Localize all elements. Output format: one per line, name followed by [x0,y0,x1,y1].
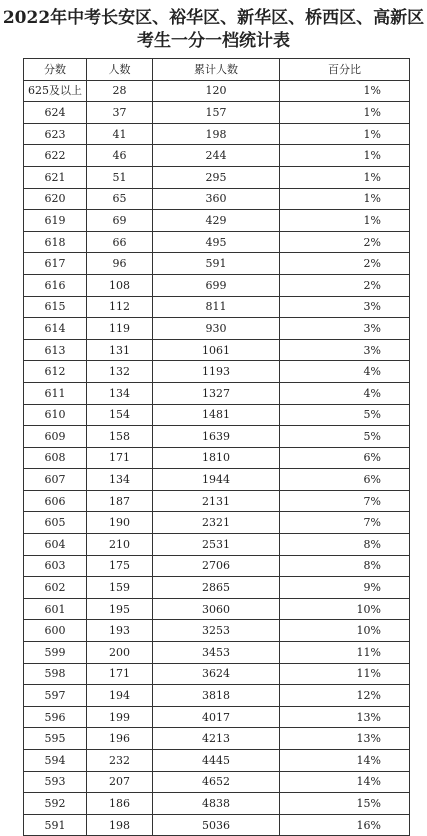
cell-cumulative: 591 [153,253,280,275]
cell-percent: 13% [280,706,410,728]
table-row [24,339,410,361]
column-header-count: 人数 [87,59,153,81]
table-row [24,102,410,124]
cell-percent: 1% [280,123,410,145]
cell-count: 158 [87,426,153,448]
cell-percent: 10% [280,620,410,642]
cell-score: 604 [24,534,87,556]
cell-score: 617 [24,253,87,275]
table-row [24,490,410,512]
cell-percent: 7% [280,512,410,534]
cell-score: 618 [24,231,87,253]
table-row [24,80,410,102]
table-row [24,447,410,469]
table-row [24,296,410,318]
cell-cumulative: 3060 [153,598,280,620]
cell-cumulative: 198 [153,123,280,145]
cell-count: 65 [87,188,153,210]
cell-score: 620 [24,188,87,210]
table-row [24,577,410,599]
cell-score: 611 [24,382,87,404]
table-row [24,620,410,642]
table-row [24,663,410,685]
column-header-percent: 百分比 [280,59,410,81]
table-row [24,274,410,296]
cell-percent: 7% [280,490,410,512]
cell-percent: 3% [280,296,410,318]
table-row [24,253,410,275]
cell-count: 37 [87,102,153,124]
cell-percent: 4% [280,382,410,404]
table-row [24,555,410,577]
cell-cumulative: 3453 [153,642,280,664]
table-body [24,80,410,836]
cell-score: 595 [24,728,87,750]
score-table [23,58,410,836]
cell-cumulative: 244 [153,145,280,167]
cell-percent: 13% [280,728,410,750]
cell-score: 615 [24,296,87,318]
cell-cumulative: 5036 [153,814,280,836]
cell-count: 232 [87,750,153,772]
cell-cumulative: 1944 [153,469,280,491]
table-row [24,404,410,426]
cell-score: 605 [24,512,87,534]
cell-cumulative: 495 [153,231,280,253]
cell-score: 609 [24,426,87,448]
cell-score: 624 [24,102,87,124]
table-row [24,166,410,188]
cell-score: 602 [24,577,87,599]
cell-percent: 6% [280,469,410,491]
cell-count: 196 [87,728,153,750]
table-row [24,382,410,404]
cell-count: 134 [87,469,153,491]
cell-count: 193 [87,620,153,642]
table-row [24,750,410,772]
cell-percent: 1% [280,80,410,102]
cell-percent: 1% [280,145,410,167]
cell-score: 593 [24,771,87,793]
cell-score: 592 [24,793,87,815]
cell-score: 623 [24,123,87,145]
cell-score: 603 [24,555,87,577]
cell-cumulative: 2531 [153,534,280,556]
cell-count: 200 [87,642,153,664]
cell-percent: 2% [280,274,410,296]
cell-count: 96 [87,253,153,275]
table-row [24,512,410,534]
cell-cumulative: 3253 [153,620,280,642]
cell-cumulative: 1193 [153,361,280,383]
header-row [24,59,410,81]
cell-percent: 10% [280,598,410,620]
cell-count: 187 [87,490,153,512]
cell-count: 132 [87,361,153,383]
cell-score: 608 [24,447,87,469]
cell-score: 601 [24,598,87,620]
cell-count: 195 [87,598,153,620]
table-row [24,706,410,728]
cell-cumulative: 120 [153,80,280,102]
cell-score: 616 [24,274,87,296]
table-row [24,814,410,836]
cell-count: 108 [87,274,153,296]
cell-score: 607 [24,469,87,491]
cell-score: 606 [24,490,87,512]
cell-score: 625及以上 [24,80,87,102]
column-header-cumulative: 累计人数 [153,59,280,81]
cell-percent: 1% [280,166,410,188]
cell-percent: 8% [280,555,410,577]
table-row [24,469,410,491]
cell-percent: 12% [280,685,410,707]
cell-cumulative: 2131 [153,490,280,512]
cell-score: 612 [24,361,87,383]
cell-cumulative: 4838 [153,793,280,815]
cell-percent: 2% [280,231,410,253]
cell-cumulative: 3624 [153,663,280,685]
cell-cumulative: 2706 [153,555,280,577]
cell-cumulative: 2321 [153,512,280,534]
table-row [24,685,410,707]
table-row [24,426,410,448]
cell-percent: 14% [280,750,410,772]
cell-score: 598 [24,663,87,685]
table-row [24,728,410,750]
cell-percent: 8% [280,534,410,556]
cell-cumulative: 1810 [153,447,280,469]
cell-percent: 14% [280,771,410,793]
cell-percent: 9% [280,577,410,599]
cell-cumulative: 157 [153,102,280,124]
cell-count: 112 [87,296,153,318]
cell-count: 210 [87,534,153,556]
cell-cumulative: 1481 [153,404,280,426]
table-row [24,231,410,253]
cell-count: 119 [87,318,153,340]
cell-count: 69 [87,210,153,232]
cell-cumulative: 295 [153,166,280,188]
cell-count: 171 [87,663,153,685]
cell-count: 28 [87,80,153,102]
cell-count: 131 [87,339,153,361]
cell-cumulative: 1327 [153,382,280,404]
cell-cumulative: 3818 [153,685,280,707]
table-row [24,598,410,620]
table-row [24,642,410,664]
cell-cumulative: 360 [153,188,280,210]
cell-cumulative: 930 [153,318,280,340]
table-row [24,534,410,556]
cell-score: 621 [24,166,87,188]
table-row [24,145,410,167]
cell-count: 51 [87,166,153,188]
page-subtitle: 考生一分一档统计表 [137,31,290,51]
table-row [24,123,410,145]
cell-score: 596 [24,706,87,728]
cell-percent: 5% [280,426,410,448]
cell-percent: 16% [280,814,410,836]
cell-percent: 3% [280,318,410,340]
cell-score: 613 [24,339,87,361]
table-row [24,210,410,232]
cell-percent: 2% [280,253,410,275]
cell-count: 194 [87,685,153,707]
cell-cumulative: 699 [153,274,280,296]
cell-percent: 4% [280,361,410,383]
cell-cumulative: 4445 [153,750,280,772]
cell-cumulative: 4017 [153,706,280,728]
cell-count: 46 [87,145,153,167]
cell-score: 597 [24,685,87,707]
cell-count: 159 [87,577,153,599]
cell-score: 600 [24,620,87,642]
cell-percent: 1% [280,210,410,232]
cell-score: 594 [24,750,87,772]
cell-count: 198 [87,814,153,836]
cell-count: 41 [87,123,153,145]
cell-count: 190 [87,512,153,534]
cell-percent: 15% [280,793,410,815]
cell-cumulative: 2865 [153,577,280,599]
cell-percent: 3% [280,339,410,361]
cell-cumulative: 811 [153,296,280,318]
cell-percent: 6% [280,447,410,469]
cell-percent: 1% [280,188,410,210]
cell-count: 175 [87,555,153,577]
cell-score: 619 [24,210,87,232]
cell-count: 154 [87,404,153,426]
cell-count: 207 [87,771,153,793]
cell-score: 599 [24,642,87,664]
cell-cumulative: 1061 [153,339,280,361]
column-header-score: 分数 [24,59,87,81]
cell-count: 186 [87,793,153,815]
cell-percent: 1% [280,102,410,124]
cell-cumulative: 429 [153,210,280,232]
cell-cumulative: 4652 [153,771,280,793]
cell-count: 199 [87,706,153,728]
cell-percent: 11% [280,663,410,685]
cell-cumulative: 4213 [153,728,280,750]
cell-cumulative: 1639 [153,426,280,448]
cell-percent: 5% [280,404,410,426]
page-title: 2022年中考长安区、裕华区、新华区、桥西区、高新区 [2,8,425,28]
table-row [24,188,410,210]
cell-count: 66 [87,231,153,253]
cell-count: 171 [87,447,153,469]
cell-score: 610 [24,404,87,426]
table-row [24,318,410,340]
cell-score: 591 [24,814,87,836]
table-row [24,361,410,383]
table-row [24,793,410,815]
cell-score: 622 [24,145,87,167]
cell-score: 614 [24,318,87,340]
table-row [24,771,410,793]
cell-count: 134 [87,382,153,404]
cell-percent: 11% [280,642,410,664]
